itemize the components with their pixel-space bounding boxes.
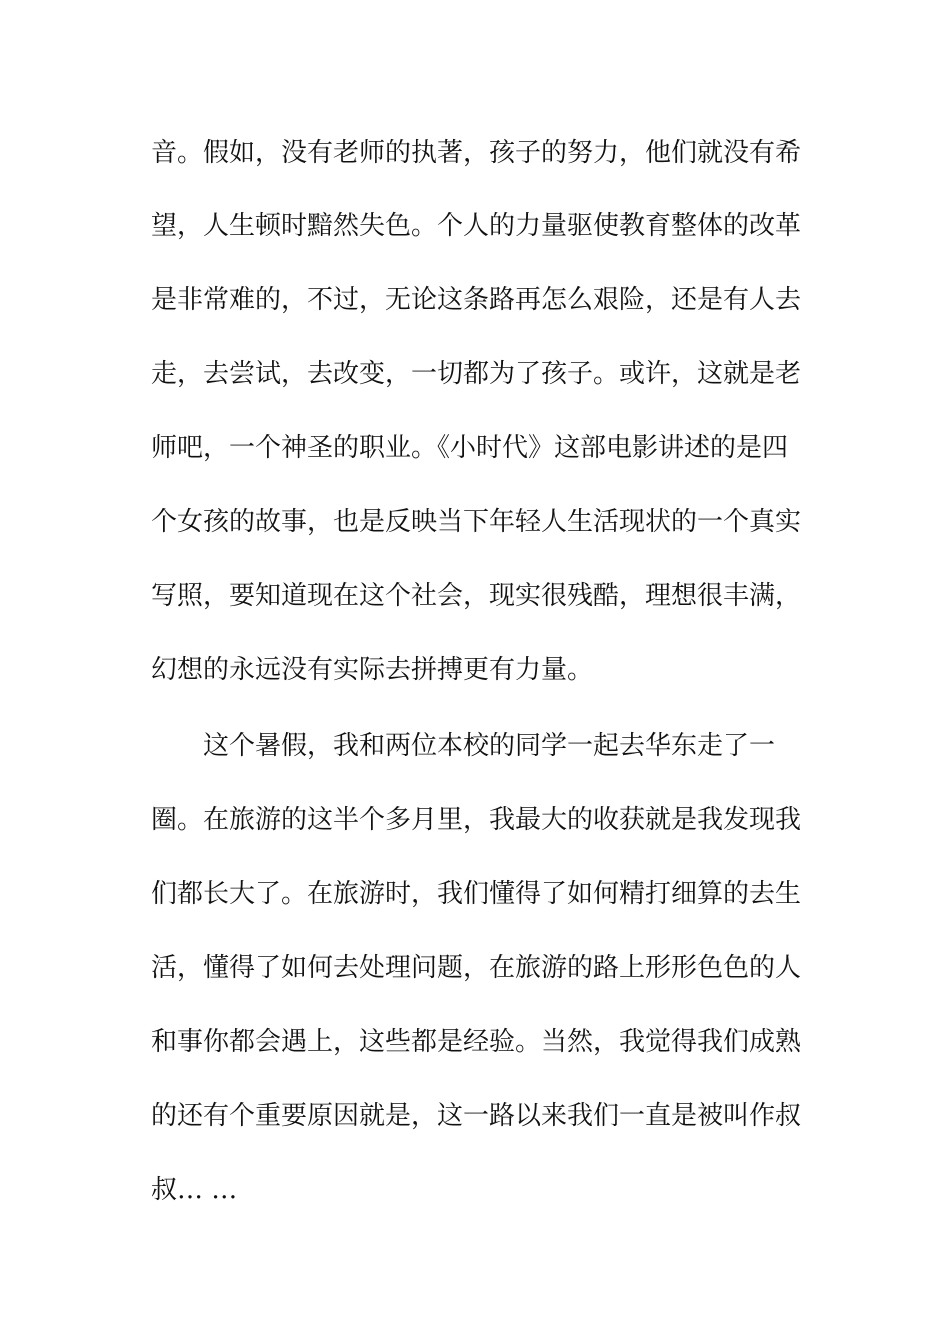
text-line-8: 幻想的永远没有实际去拼搏更有力量。: [151, 655, 594, 685]
text-line-12: 活，懂得了如何去处理问题，在旅游的路上形形色色的人: [151, 953, 802, 983]
paragraph-2-first-line: 这个暑假，我和两位本校的同学一起去华东走了一: [203, 731, 776, 761]
text-line-15: 叔… …: [151, 1175, 238, 1205]
text-line-1: 音。假如，没有老师的执著，孩子的努力，他们就没有希: [151, 138, 802, 168]
text-line-7: 写照，要知道现在这个社会，现实很残酷，理想很丰满，: [151, 581, 802, 611]
text-line-6: 个女孩的故事，也是反映当下年轻人生活现状的一个真实: [151, 507, 802, 537]
text-line-4: 走，去尝试，去改变，一切都为了孩子。或许，这就是老: [151, 359, 802, 389]
text-line-14: 的还有个重要原因就是，这一路以来我们一直是被叫作叔: [151, 1101, 802, 1131]
text-line-10: 圈。在旅游的这半个多月里，我最大的收获就是我发现我: [151, 805, 802, 835]
text-line-5: 师吧，一个神圣的职业。《小时代》这部电影讲述的是四: [151, 433, 789, 463]
text-line-2: 望，人生顿时黯然失色。个人的力量驱使教育整体的改革: [151, 211, 802, 241]
text-line-11: 们都长大了。在旅游时，我们懂得了如何精打细算的去生: [151, 879, 802, 909]
text-line-13: 和事你都会遇上，这些都是经验。当然，我觉得我们成熟: [151, 1027, 802, 1057]
text-line-3: 是非常难的，不过，无论这条路再怎么艰险，还是有人去: [151, 285, 802, 315]
